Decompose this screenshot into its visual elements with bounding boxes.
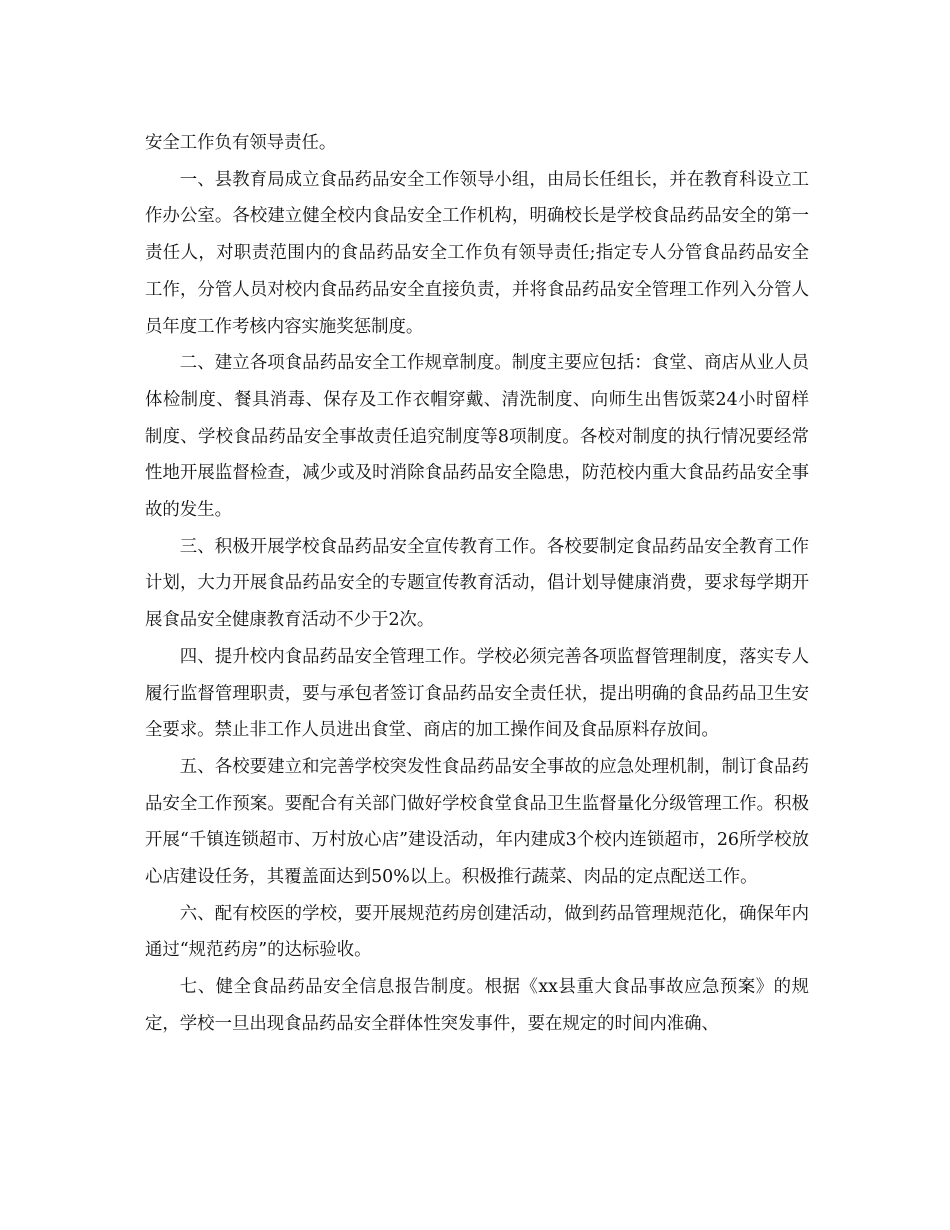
paragraph-continuation: 安全工作负有领导责任。 [145,133,337,153]
paragraph-item-1: 一、县教育局成立食品药品安全工作领导小组，由局长任组长，并在教育科设立工作办公室。各校建立健全校内食品安全工作机构，明确校长是学校食品药品安全的第一责任人，对职责范围内的食品药品安全工作负有领导责任;指定专人分管食品药品安全工作，分管人员对校内食品药品安全直接负责，并将食品药品安全管理工作列入分管人员年度工作考核内容实施奖惩制度。 [145,169,809,337]
paragraph-item-7: 七、健全食品药品安全信息报告制度。根据《xx县重大食品事故应急预案》的规定，学校一旦出现食品药品安全群体性突发事件，要在规定的时间内准确、 [145,977,809,1034]
paragraph-item-3: 三、积极开展学校食品药品安全宣传教育工作。各校要制定食品药品安全教育工作计划，大力开展食品药品安全的专题宣传教育活动，倡计划导健康消费，要求每学期开展食品安全健康教育活动不少于2次。 [145,536,809,631]
paragraph-item-6: 六、配有校医的学校，要开展规范药房创建活动，做到药品管理规范化，确保年内通过“规范药房”的达标验收。 [145,903,809,961]
document-body [145,125,809,1043]
paragraph-item-5: 五、各校要建立和完善学校突发性食品药品安全事故的应急处理机制，制订食品药品安全工作预案。要配合有关部门做好学校食堂食品卫生监督量化分级管理工作。积极开展“千镇连锁超市、万村放心店”建设活动，年内建成3个校内连锁超市，26所学校放心店建设任务，其覆盖面达到50%以上。积极推行蔬菜、肉品的定点配送工作。 [145,756,809,888]
paragraph-item-2: 二、建立各项食品药品安全工作规章制度。制度主要应包括：食堂、商店从业人员体检制度、餐具消毒、保存及工作衣帽穿戴、清洗制度、向师生出售饭菜24小时留样制度、学校食品药品安全事故责任追究制度等8项制度。各校对制度的执行情况要经常性地开展监督检查，减少或及时消除食品药品安全隐患，防范校内重大食品药品安全事故的发生。 [145,353,809,521]
paragraph-item-4: 四、提升校内食品药品安全管理工作。学校必须完善各项监督管理制度，落实专人履行监督管理职责，要与承包者签订食品药品安全责任状，提出明确的食品药品卫生安全要求。禁止非工作人员进出食堂、商店的加工操作间及食品原料存放间。 [145,646,809,741]
